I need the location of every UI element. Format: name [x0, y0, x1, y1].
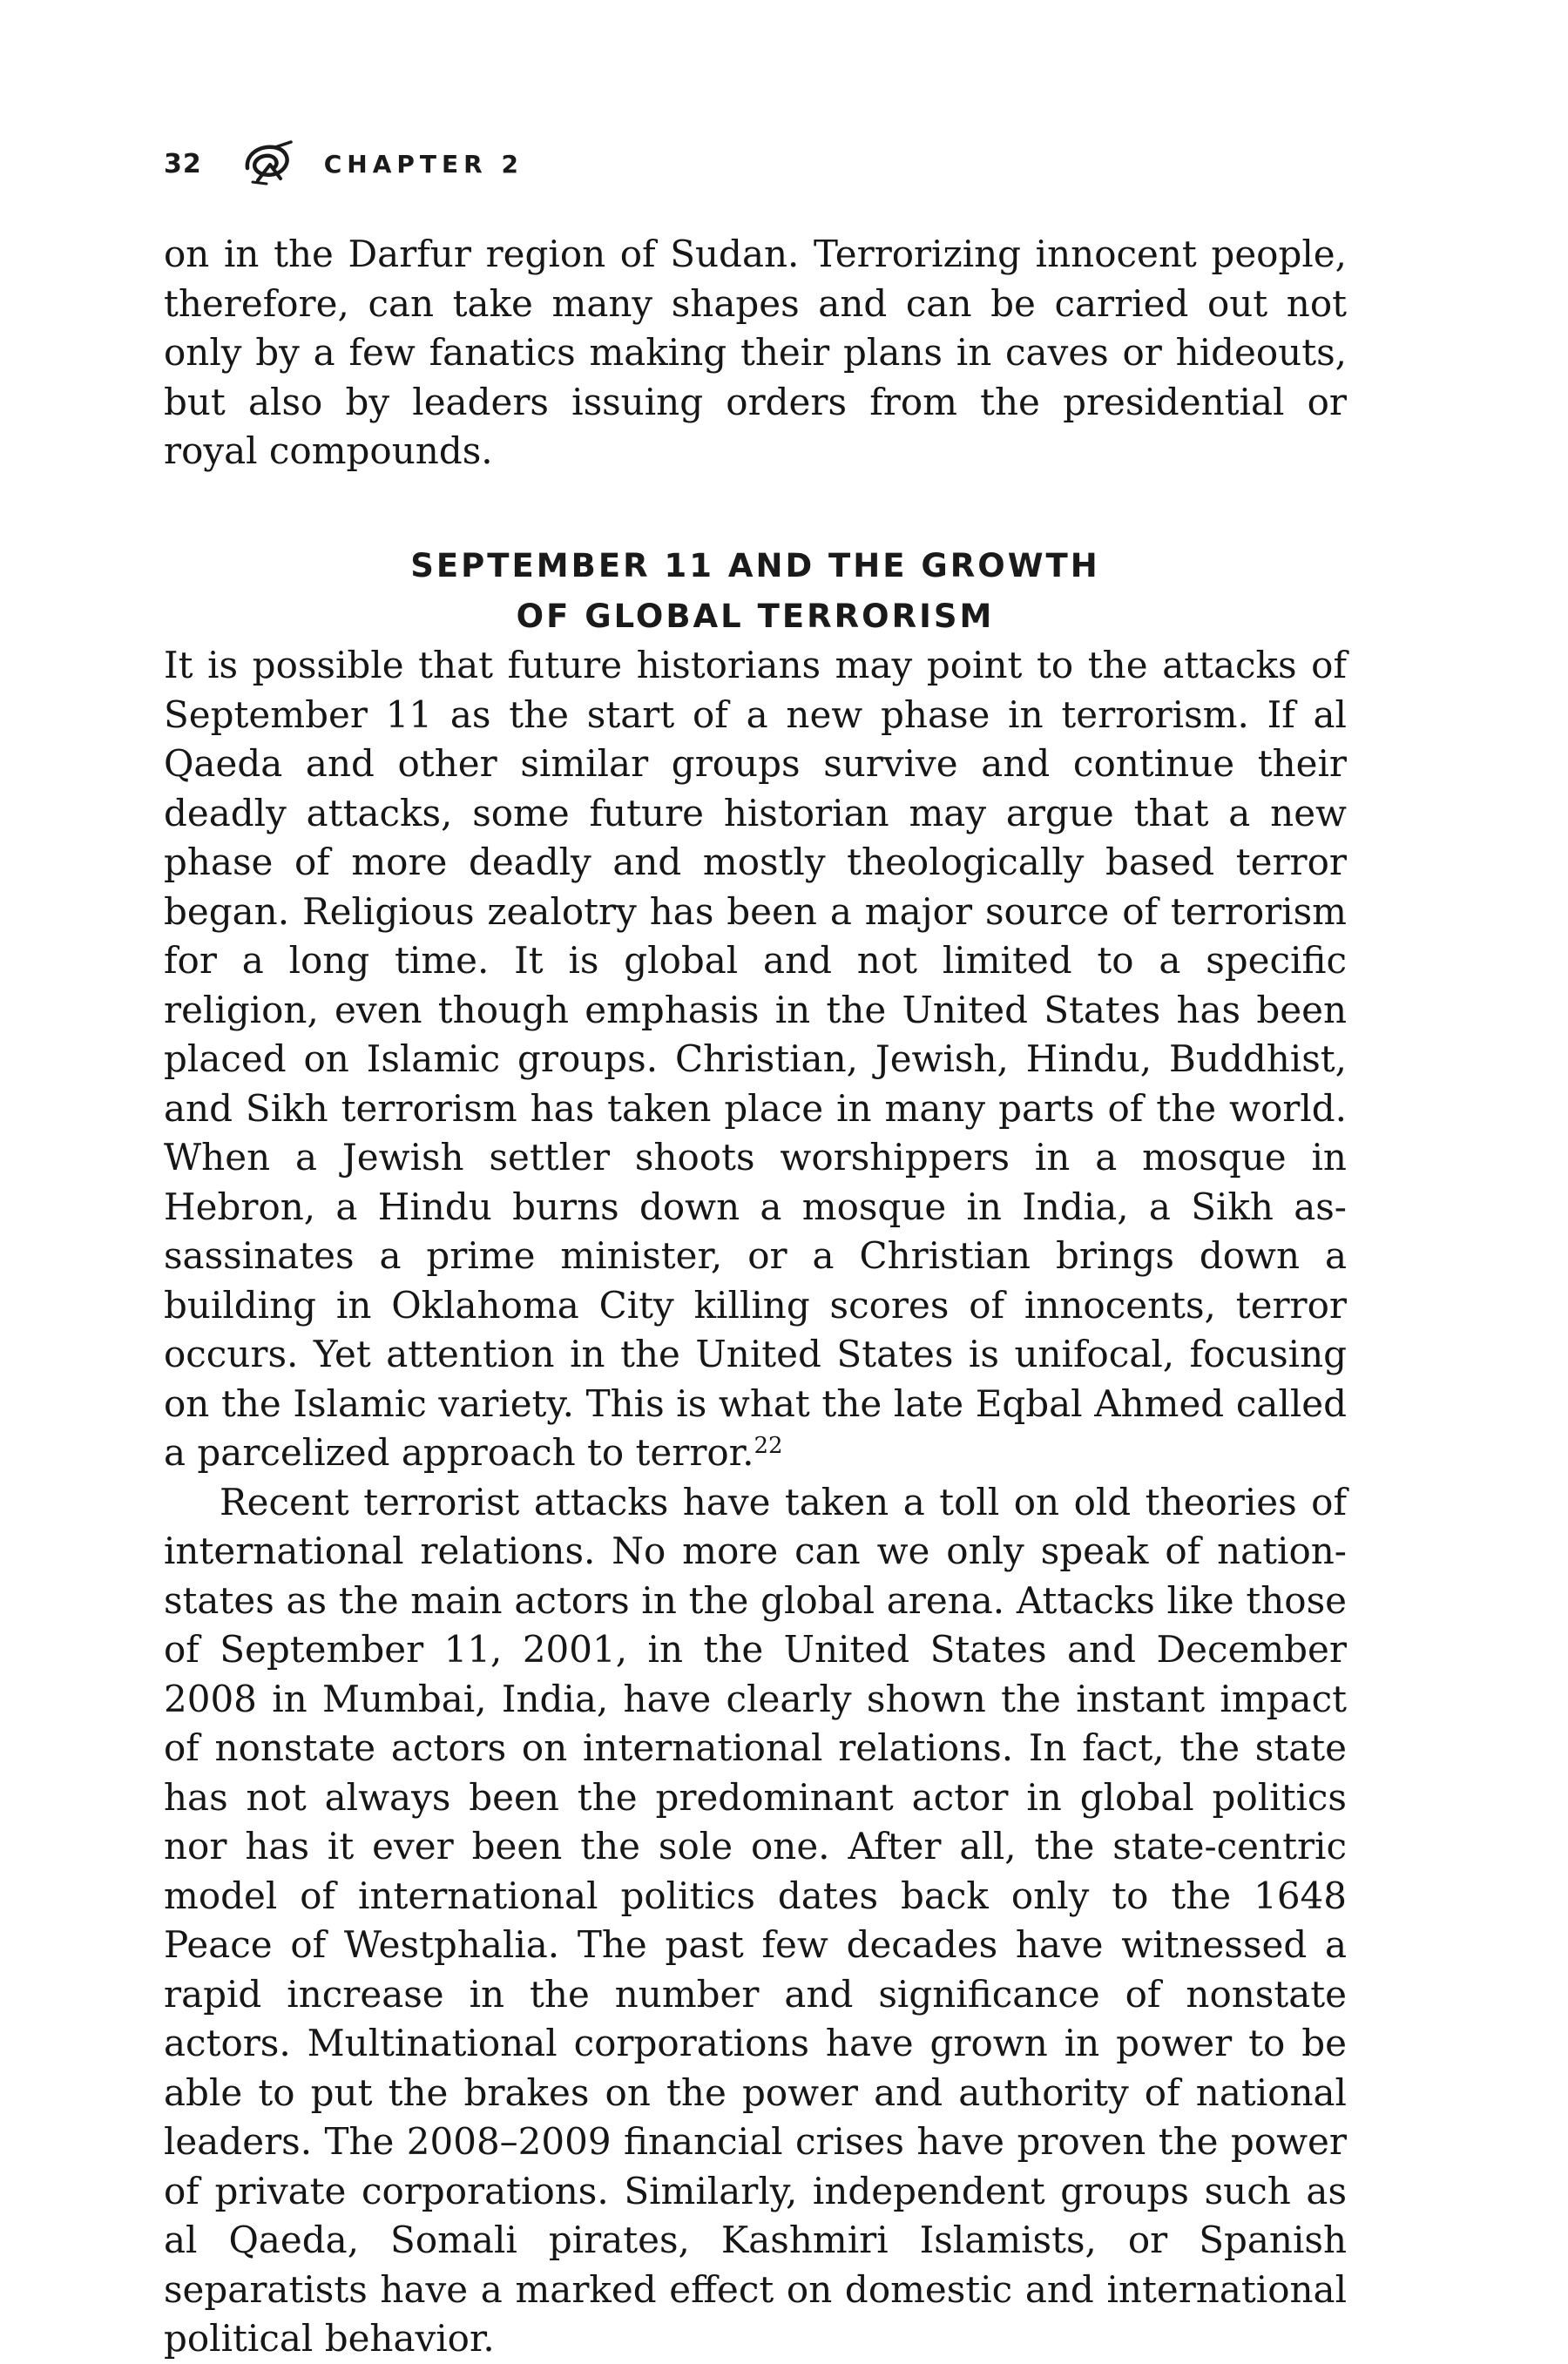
page-number: 32: [164, 148, 202, 179]
continuation-text: [164, 230, 1347, 476]
footnote-reference[interactable]: 22: [754, 1433, 783, 1459]
section-heading-line-1: SEPTEMBER 11 AND THE GROWTH: [410, 546, 1100, 584]
section-heading: [164, 541, 1347, 642]
body-paragraph-1-text: It is possible that future historians may point to the attacks of September 11 as the start of a new phase in terrorism. If al Qaeda and other similar groups survive and continue their deadly attacks, some future historian may argue that a new phase of more deadly and mostly theologically based terror began. Religious zealotry has been a major source of terrorism for a long time. It is global and not limited to a specific religion, even though emphasis in the United States has been placed on Islamic groups. Christian, Jewish, Hindu, Buddhist, and Sikh terrorism has taken place in many parts of the world. When a Jewish settler shoots worshippers in a mosque in Hebron, a Hindu burns down a mosque in India, a Sikh assassinates a prime minister, or a Christian brings down a building in Oklahoma City killing scores of innocents, terror occurs. Yet attention in the United States is unifocal, focusing on the Islamic variety. This is what the late Eqbal Ahmed called a parcelized approach to terror.: [164, 644, 1347, 1474]
section-body: [164, 641, 1347, 2364]
swirl-ornament-icon: [240, 138, 296, 189]
section-heading-line-2: OF GLOBAL TERRORISM: [516, 597, 995, 635]
body-paragraph-1: [164, 641, 1347, 1478]
continuation-paragraph: on in the Darfur region of Sudan. Terrorizing innocent people, therefore, can take many shapes and can be carried out not only by a few fanatics making their plans in caves or hideouts, but also by leaders issuing orders from the presidential or royal compounds.: [164, 233, 1347, 472]
running-head: [164, 138, 524, 190]
chapter-label: CHAPTER 2: [323, 149, 524, 179]
body-paragraph-2: Recent terrorist attacks have taken a toll on old theories of international relations. No more can we only speak of nation-states as the main actors in the global arena. Attacks like those of September 11, 2001, in the United States and December 2008 in Mumbai, India, have clearly shown the instant impact of nonstate actors on international relations. In fact, the state has not always been the predominant actor in global politics nor has it ever been the sole one. After all, the state-centric model of international politics dates back only to the 1648 Peace of Westphalia. The past few decades have witnessed a rapid increase in the number and significance of nonstate actors. Multinational corporations have grown in power to be able to put the brakes on the power and authority of national leaders. The 2008–2009 financial crises have proven the power of private corporations. Similarly, independent groups such as al Qaeda, Somali pirates, Kashmiri Islamists, or Spanish separatists have a marked effect on domestic and international political behavior.: [164, 1480, 1347, 2360]
